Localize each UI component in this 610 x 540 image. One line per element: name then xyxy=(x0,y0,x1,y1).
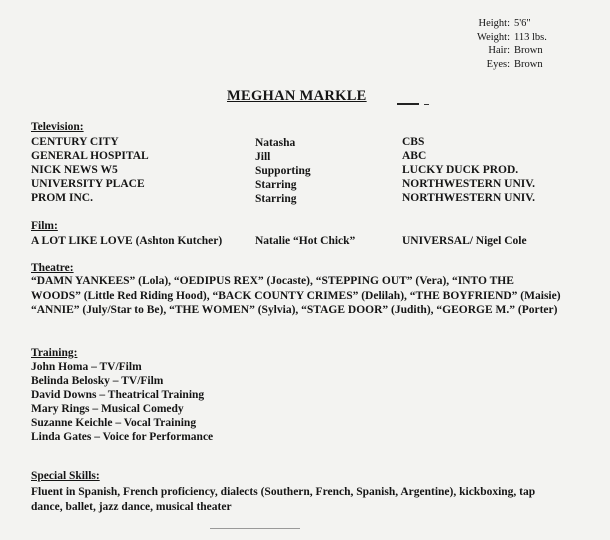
tv-show: PROM INC. xyxy=(31,192,93,204)
training-item: Belinda Belosky – TV/Film xyxy=(31,375,164,387)
training-heading: Training: xyxy=(31,347,78,359)
tv-role: Jill xyxy=(255,151,271,163)
tv-show: GENERAL HOSPITAL xyxy=(31,150,149,162)
stat-height xyxy=(466,17,547,31)
tv-network: LUCKY DUCK PROD. xyxy=(402,164,519,176)
theatre-line: “ANNIE” (July/Star to Be), “THE WOMEN” (Sylvia), “STAGE DOOR” (Judith), “GEORGE M.” (Porter) xyxy=(31,304,558,316)
training-item: Mary Rings – Musical Comedy xyxy=(31,403,184,415)
film-role: Natalie “Hot Chick” xyxy=(255,235,356,247)
stat-label: Weight: xyxy=(477,31,510,43)
physical-stats xyxy=(466,17,547,71)
tv-show: UNIVERSITY PLACE xyxy=(31,178,145,190)
training-item: Linda Gates – Voice for Performance xyxy=(31,431,214,443)
tv-show: CENTURY CITY xyxy=(31,136,119,148)
stat-label: Height: xyxy=(478,18,510,29)
stat-label: Hair: xyxy=(488,45,510,56)
television-heading: Television: xyxy=(31,121,84,133)
stat-value: 113 lbs. xyxy=(514,31,547,43)
stat-value: Brown xyxy=(514,45,543,56)
scan-artifact xyxy=(210,528,300,529)
training-item: David Downs – Theatrical Training xyxy=(31,389,205,401)
tv-role: Natasha xyxy=(255,137,296,149)
stat-hair xyxy=(466,44,547,58)
stat-value: Brown xyxy=(514,58,543,70)
training-item: John Homa – TV/Film xyxy=(31,361,142,373)
tv-network: NORTHWESTERN UNIV. xyxy=(402,178,535,190)
stat-label: Eyes: xyxy=(486,58,510,70)
stat-value: 5'6" xyxy=(514,18,531,29)
film-title: A LOT LIKE LOVE (Ashton Kutcher) xyxy=(31,235,223,247)
tv-network: NORTHWESTERN UNIV. xyxy=(402,192,535,204)
tv-network: ABC xyxy=(402,150,427,162)
tv-role: Supporting xyxy=(255,165,311,177)
theatre-line: “DAMN YANKEES” (Lola), “OEDIPUS REX” (Jocaste), “STEPPING OUT” (Vera), “INTO THE xyxy=(31,275,514,287)
skills-line: Fluent in Spanish, French proficiency, dialects (Southern, French, Spanish, Argentine), kickboxing, tap xyxy=(31,486,536,498)
stat-weight xyxy=(466,31,547,45)
film-studio: UNIVERSAL/ Nigel Cole xyxy=(402,235,527,247)
tv-role: Starring xyxy=(255,179,297,191)
pen-mark xyxy=(397,103,419,105)
tv-network: CBS xyxy=(402,136,425,148)
tv-role: Starring xyxy=(255,193,297,205)
skills-heading: Special Skills: xyxy=(31,470,100,482)
training-item: Suzanne Keichle – Vocal Training xyxy=(31,417,197,429)
stat-eyes xyxy=(466,58,547,72)
performer-name: MEGHAN MARKLE xyxy=(227,88,367,104)
film-heading: Film: xyxy=(31,220,58,232)
theatre-line: WOODS” (Little Red Riding Hood), “BACK COUNTY CRIMES” (Delilah), “THE BOYFRIEND” (Maisie) xyxy=(31,290,561,302)
tv-show: NICK NEWS W5 xyxy=(31,164,118,176)
theatre-heading: Theatre: xyxy=(31,262,74,274)
skills-line: dance, ballet, jazz dance, musical theater xyxy=(31,501,232,513)
pen-mark xyxy=(424,104,429,105)
